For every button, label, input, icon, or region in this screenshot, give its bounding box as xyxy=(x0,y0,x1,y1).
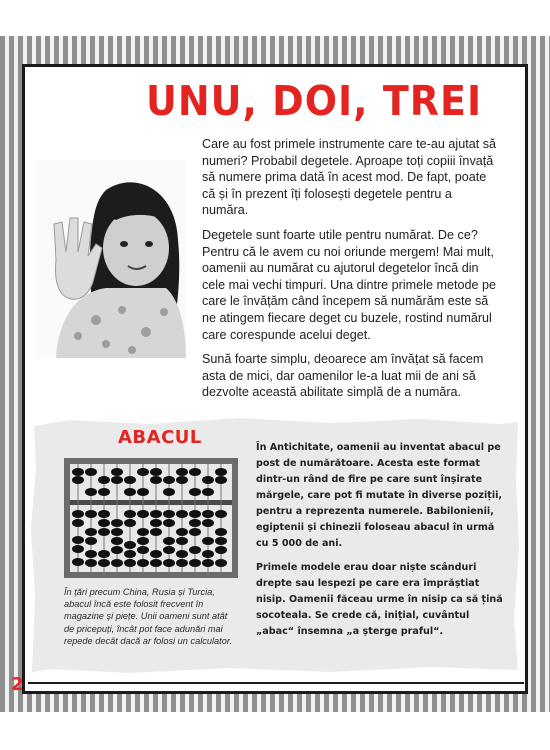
intro-paragraph: Sună foarte simplu, deoarece am învățat să facem asta de mici, dar oamenilor le-a luat mii de ani să dezvolte această abilitate simplă de a număra. xyxy=(202,352,484,400)
abacus-paragraph: În Antichitate, oamenii au inventat abacul pe post de numărătoare. Acesta este format dintr-un rând de fire pe care sunt înșirate mărgele, care pot fi mutate în diverse poziții, pentru a reprezenta numerele. Babilonienii, egiptenii și chinezii foloseau abacul în urmă cu 5 000 de ani. xyxy=(256,442,503,549)
abacus-caption: În țări precum China, Rusia și Turcia, abacul încă este folosit frecvent în magazine și piețe. Unii oameni sunt atât de pricepuți, încât pot face adunări mai repede decât dacă ar folosi un calculator. xyxy=(64,587,233,647)
child-counting-photo xyxy=(36,160,186,358)
page-number: 2 xyxy=(11,674,24,695)
intro-paragraph: Degetele sunt foarte utile pentru numărat. De ce? Pentru că le avem cu noi oriunde mergem! Mai mult, oamenii au numărat cu ajutorul degetelor încă din cele mai vechi timpuri. Una dintre primele metode pe care le învățăm când începem să numărăm este să ne atingem fiecare deget cu buzele, rostind numărul care corespunde acelui deget. xyxy=(202,227,496,342)
abacus-text xyxy=(256,440,506,648)
intro-paragraph: Care au fost primele instrumente care te-au ajutat să numeri? Probabil degetele. Aproape toți copiii învață să numere prima dată în acest mod. De fapt, poate că și în prezent îți folosești degetele pentru a număra. xyxy=(202,137,496,218)
page-title: UNU, DOI, TREI xyxy=(146,77,483,125)
intro-text xyxy=(202,136,500,409)
footer-rule xyxy=(28,682,524,684)
abacus-title: ABACUL xyxy=(118,427,202,448)
abacus-image xyxy=(62,456,240,580)
abacus-paragraph: Primele modele erau doar niște scânduri drepte sau lespezi pe care era împrăștiat nisip. Oamenii făceau urme în nisip ca să țină socoteala. Se crede că, inițial, cuvântul „abac“ însemna „a șterge praful“. xyxy=(256,562,503,637)
